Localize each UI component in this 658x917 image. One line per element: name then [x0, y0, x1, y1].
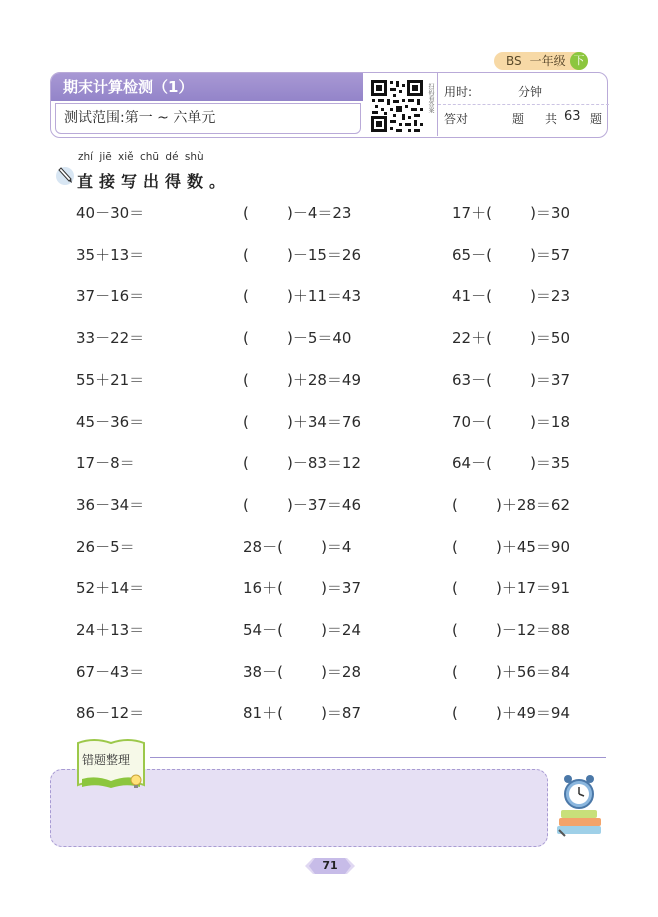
problem-item[interactable]: 36－34＝ [76, 496, 145, 514]
problem-item[interactable]: 63－( )＝37 [452, 371, 571, 389]
problem-item[interactable]: ( )－37＝46 [243, 496, 362, 514]
problem-item[interactable]: ( )＋11＝43 [243, 287, 362, 305]
score-panel [437, 73, 608, 136]
pencil-icon [54, 164, 76, 186]
problem-item[interactable]: ( )－83＝12 [243, 454, 362, 472]
problem-item[interactable]: 41－( )＝23 [452, 287, 571, 305]
test-title: 期末计算检测（1） [51, 73, 363, 101]
problem-item[interactable]: ( )－5＝40 [243, 329, 352, 347]
problem-item[interactable]: 22＋( )＝50 [452, 329, 571, 347]
time-unit: 分钟 [518, 85, 543, 99]
problem-item[interactable]: 28－( )＝4 [243, 538, 352, 556]
problem-item[interactable]: 86－12＝ [76, 704, 145, 722]
problem-item[interactable]: ( )＋49＝94 [452, 704, 571, 722]
problem-item[interactable]: 37－16＝ [76, 287, 145, 305]
problem-item[interactable]: 40－30＝ [76, 204, 145, 222]
problem-item[interactable]: 26－5＝ [76, 538, 135, 556]
total-label: 共 [545, 112, 558, 126]
problem-item[interactable]: 54－( )＝24 [243, 621, 362, 639]
problem-item[interactable]: ( )＋56＝84 [452, 663, 571, 681]
total-count: 63 [564, 109, 581, 124]
problem-item[interactable]: 55＋21＝ [76, 371, 145, 389]
problem-item[interactable]: ( )－12＝88 [452, 621, 571, 639]
grade-label: 一年级 [529, 54, 566, 68]
problem-item[interactable]: 35＋13＝ [76, 246, 145, 264]
problem-item[interactable]: ( )－4＝23 [243, 204, 352, 222]
problem-item[interactable]: 17－8＝ [76, 454, 135, 472]
page-number: 71 [322, 859, 338, 872]
grade-tag [494, 52, 588, 70]
qr-note: 扫码看答案 [427, 83, 434, 113]
alarm-clock-books-icon [555, 772, 605, 840]
problem-item[interactable]: 17＋( )＝30 [452, 204, 571, 222]
problem-item[interactable]: 24＋13＝ [76, 621, 145, 639]
time-label: 用时: [444, 85, 473, 99]
problem-item[interactable]: 81＋( )＝87 [243, 704, 362, 722]
question-unit: 题 [512, 112, 525, 126]
problem-item[interactable]: ( )＋28＝62 [452, 496, 571, 514]
qr-code-icon[interactable] [369, 78, 425, 134]
problem-item[interactable]: 70－( )＝18 [452, 413, 571, 431]
error-section-label: 错题整理 [82, 753, 131, 767]
problem-item[interactable]: 38－( )＝28 [243, 663, 362, 681]
test-scope: 测试范围:第一 ~ 六单元 [55, 103, 361, 134]
edition-label: BS [506, 54, 522, 68]
problem-item[interactable]: 52＋14＝ [76, 579, 145, 597]
total-unit: 题 [590, 112, 603, 126]
problem-item[interactable]: 33－22＝ [76, 329, 145, 347]
problem-item[interactable]: 65－( )＝57 [452, 246, 571, 264]
divider [150, 757, 606, 758]
problem-item[interactable]: ( )－15＝26 [243, 246, 362, 264]
problem-item[interactable]: ( )＋28＝49 [243, 371, 362, 389]
problem-item[interactable]: ( )＋45＝90 [452, 538, 571, 556]
problem-item[interactable]: 64－( )＝35 [452, 454, 571, 472]
instruction-pinyin: zhí jiē xiě chū dé shù [78, 151, 204, 163]
problem-item[interactable]: 16＋( )＝37 [243, 579, 362, 597]
problem-item[interactable]: 45－36＝ [76, 413, 145, 431]
instruction-text: 直接写出得数。 [77, 172, 232, 191]
correct-label: 答对 [444, 112, 469, 126]
problem-item[interactable]: ( )＋34＝76 [243, 413, 362, 431]
problem-item[interactable]: 67－43＝ [76, 663, 145, 681]
test-header [50, 72, 608, 138]
term-badge: 下 [570, 52, 588, 70]
problem-item[interactable]: ( )＋17＝91 [452, 579, 571, 597]
